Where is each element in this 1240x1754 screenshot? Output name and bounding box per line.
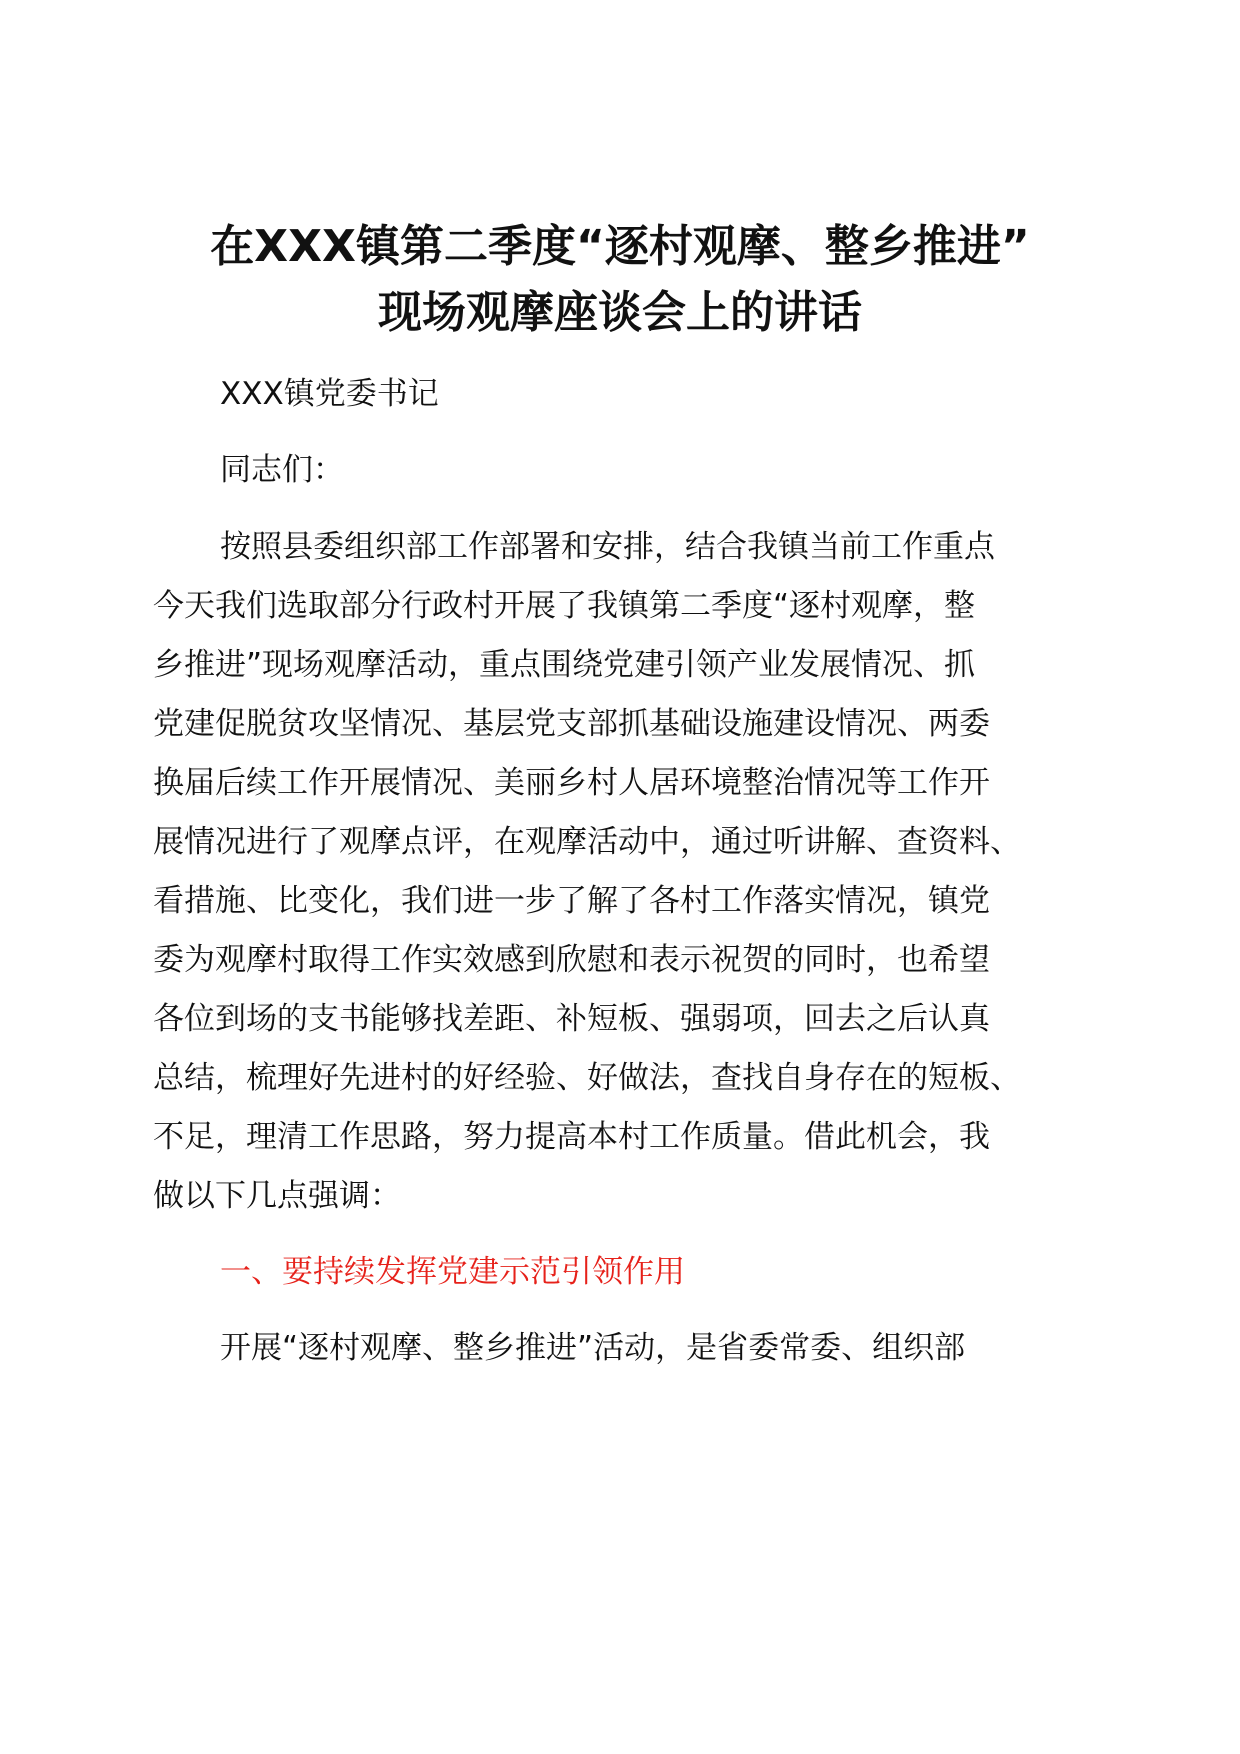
paragraph-1-line: 各位到场的支书能够找差距、补短板、强弱项，回去之后认真 <box>153 1001 990 1037</box>
paragraph-1-line: 看措施、比变化，我们进一步了解了各村工作落实情况，镇党 <box>153 883 990 919</box>
document-title-line-2: 现场观摩座谈会上的讲话 <box>378 287 862 338</box>
document-title-line-1: 在XXX镇第二季度“逐村观摩、整乡推进” <box>210 221 1030 272</box>
paragraph-1-line: 做以下几点强调： <box>153 1178 401 1214</box>
paragraph-1-line: 展情况进行了观摩点评，在观摩活动中，通过听讲解、查资料、 <box>153 824 1021 860</box>
paragraph-1-line: 今天我们选取部分行政村开展了我镇第二季度“逐村观摩，整 <box>153 588 976 624</box>
section-1-heading: 一、要持续发挥党建示范引领作用 <box>220 1254 685 1290</box>
paragraph-1-line: 乡推进”现场观摩活动，重点围绕党建引领产业发展情况、抓 <box>153 647 976 683</box>
paragraph-1-line: 总结，梳理好先进村的好经验、好做法，查找自身存在的短板、 <box>153 1060 1021 1096</box>
paragraph-1-line: 委为观摩村取得工作实效感到欣慰和表示祝贺的同时，也希望 <box>153 942 990 978</box>
paragraph-2-line: 开展“逐村观摩、整乡推进”活动，是省委常委、组织部 <box>220 1330 966 1366</box>
salutation: 同志们： <box>220 452 344 488</box>
paragraph-1-line: 换届后续工作开展情况、美丽乡村人居环境整治情况等工作开 <box>153 765 990 801</box>
author-line: XXX镇党委书记 <box>220 376 439 412</box>
paragraph-1-line: 党建促脱贫攻坚情况、基层党支部抓基础设施建设情况、两委 <box>153 706 990 742</box>
paragraph-1-line: 不足，理清工作思路，努力提高本村工作质量。借此机会，我 <box>153 1119 990 1155</box>
paragraph-1-line: 按照县委组织部工作部署和安排，结合我镇当前工作重点 <box>220 529 995 565</box>
